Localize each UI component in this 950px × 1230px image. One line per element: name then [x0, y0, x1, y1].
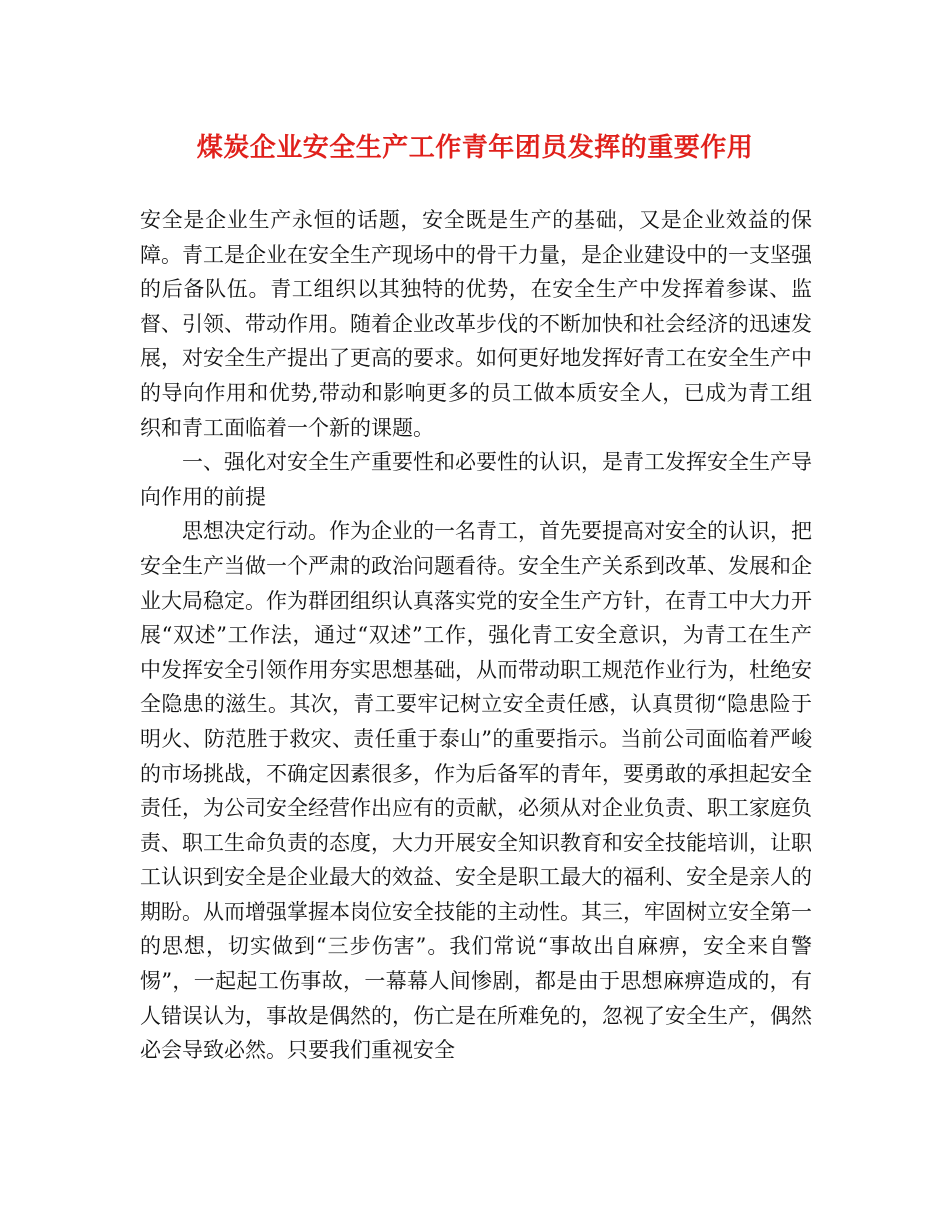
section-heading-1: 一、强化对安全生产重要性和必要性的认识，是青工发挥安全生产导向作用的前提 — [140, 450, 812, 509]
document-title: 煤炭企业安全生产工作青年团员发挥的重要作用 — [196, 133, 754, 163]
document-body — [140, 203, 812, 1068]
paragraph-section-1: 思想决定行动。作为企业的一名青工，首先要提高对安全的认识，把安全生产当做一个严肃的政治问题看待。安全生产关系到改革、发展和企业大局稳定。作为群团组织认真落实党的安全生产方针，在青工中大力开展“双述”工作法，通过“双述”工作，强化青工安全意识，为青工在生产中发挥安全引领作用夯实思想基础，从而带动职工规范作业行为，杜绝安全隐患的滋生。其次，青工要牢记树立安全责任感，认真贯彻“隐患险于明火、防范胜于救灾、责任重于泰山”的重要指示。当前公司面临着严峻的市场挑战，不确定因素很多，作为后备军的青年，要勇敢的承担起安全责任，为公司安全经营作出应有的贡献，必须从对企业负责、职工家庭负责、职工生命负责的态度，大力开展安全知识教育和安全技能培训，让职工认识到安全是企业最大的效益、安全是职工最大的福利、安全是亲人的期盼。从而增强掌握本岗位安全技能的主动性。其三，牢固树立安全第一的思想，切实做到“三步伤害”。我们常说“事故出自麻痹，安全来自警惕”，一起起工伤事故，一幕幕人间惨剧，都是由于思想麻痹造成的，有人错误认为，事故是偶然的，伤亡是在所难免的，忽视了安全生产，偶然必会导致必然。只要我们重视安全 — [140, 519, 812, 1063]
paragraph-intro: 安全是企业生产永恒的话题，安全既是生产的基础，又是企业效益的保障。青工是企业在安全生产现场中的骨干力量，是企业建设中的一支坚强的后备队伍。青工组织以其独特的优势，在安全生产中发挥着参谋、监督、引领、带动作用。随着企业改革步伐的不断加快和社会经济的迅速发展，对安全生产提出了更高的要求。如何更好地发挥好青工在安全生产中的导向作用和优势,带动和影响更多的员工做本质安全人，已成为青工组织和青工面临着一个新的课题。 — [140, 208, 812, 440]
